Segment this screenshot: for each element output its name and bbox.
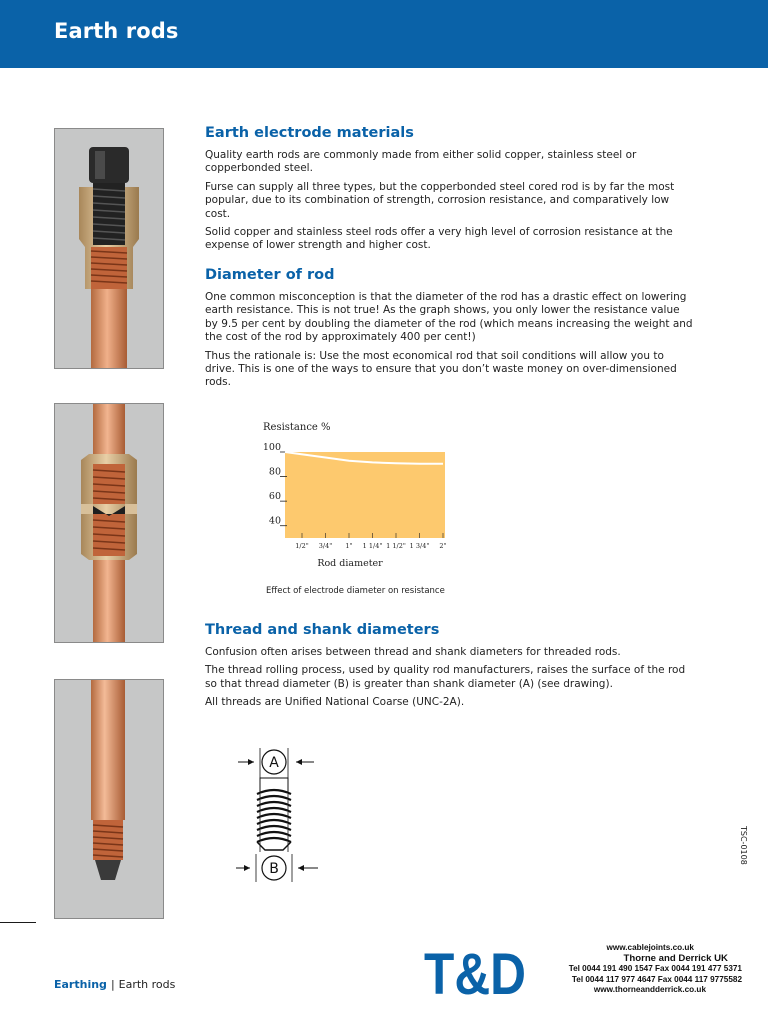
coupler-joint-photo [54,403,164,643]
diameter-paragraph: One common misconception is that the diameter of the rod has a drastic effect on lowering earth resistance. This is not true! As the graph shows, you only lower the resistance value by 9.5 per cent by doubling the diameter of the rod (which means increasing the weight and the cost of the rod by approximately 400 per cent!) [205,291,693,344]
materials-paragraph: Quality earth rods are commonly made from either solid copper, stainless steel or copperbonded steel. [205,149,637,175]
x-tick-label: 1 1/2" [386,542,406,550]
page-header [0,0,768,68]
materials-heading: Earth electrode materials [205,125,414,141]
x-tick-label: 3/4" [318,542,333,550]
x-tick-label: 1" [345,542,353,550]
y-axis-label: Resistance % [263,422,331,433]
x-tick-label: 2" [439,542,447,550]
thread-paragraph: Confusion often arises between thread and shank diameters for threaded rods. [205,646,621,658]
contact-company: Thorne and Derrick UK [623,952,728,964]
rod-point-image [55,680,163,918]
thread-heading: Thread and shank diameters [205,622,440,638]
page-title: Earth rods [54,19,179,43]
label-a: A [269,755,279,771]
y-tick-label: 60 [268,491,281,503]
footer-breadcrumb [54,978,175,991]
contact-url-2[interactable]: www.thorneandderrick.co.uk [593,985,706,995]
diameter-heading: Diameter of rod [205,267,335,283]
contact-url-1[interactable]: www.cablejoints.co.uk [606,943,694,952]
footer-separator: | [110,978,115,991]
resistance-chart-svg [255,418,455,578]
logo-text: T&D [424,942,526,1007]
x-tick-label: 1 3/4" [409,542,430,550]
contact-tel-1: Tel 0044 191 490 1547 Fax 0044 191 477 5371 [568,964,742,974]
resistance-chart [255,418,455,578]
y-tick-label: 40 [268,515,281,527]
thread-section [205,622,695,715]
pointed-rod-photo [54,679,164,919]
footer-section: Earthing [54,978,107,991]
label-b: B [269,861,279,877]
y-tick-label: 80 [268,466,281,478]
materials-paragraph: Furse can supply all three types, but the copperbonded steel cored rod is by far the most popular, due to its combination of strength, corrosion resistance, and comparatively low cost. [205,180,675,220]
diameter-paragraph: Thus the rationale is: Use the most economical rod that soil conditions will allow you to drive. This is one of the ways to ensure that you don’t waste money on over-dimensioned rods. [205,349,677,389]
x-axis-label: Rod diameter [317,558,383,569]
thread-drawing-svg [232,742,327,887]
x-tick-label: 1/2" [295,542,309,550]
thread-diameter-drawing [232,742,327,887]
chart-caption: Effect of electrode diameter on resistance [266,586,445,596]
materials-section [205,125,695,258]
threaded-stud-photo [54,128,164,369]
diameter-section [205,267,695,395]
y-tick-label: 100 [262,442,281,453]
x-tick-label: 1 1/4" [362,542,383,550]
document-code: TSC-0108 [739,826,748,865]
footer-rule [0,922,36,923]
contact-block [532,943,742,996]
thread-paragraph: All threads are Unified National Coarse (UNC-2A). [205,696,465,709]
chart-plot-area [285,452,445,538]
rod-stud-image [55,129,163,368]
footer-page: Earth rods [118,978,176,991]
materials-paragraph: Solid copper and stainless steel rods offer a very high level of corrosion resistance at the expense of lower strength and higher cost. [205,226,673,252]
rod-coupler-image [55,404,163,642]
contact-tel-2: Tel 0044 117 977 4647 Fax 0044 117 9775582 [571,974,742,984]
thread-paragraph: The thread rolling process, used by quality rod manufacturers, raises the surface of the rod so that thread diameter (B) is greater than shank diameter (A) (see drawing). [205,664,686,690]
td-logo [424,942,528,1007]
